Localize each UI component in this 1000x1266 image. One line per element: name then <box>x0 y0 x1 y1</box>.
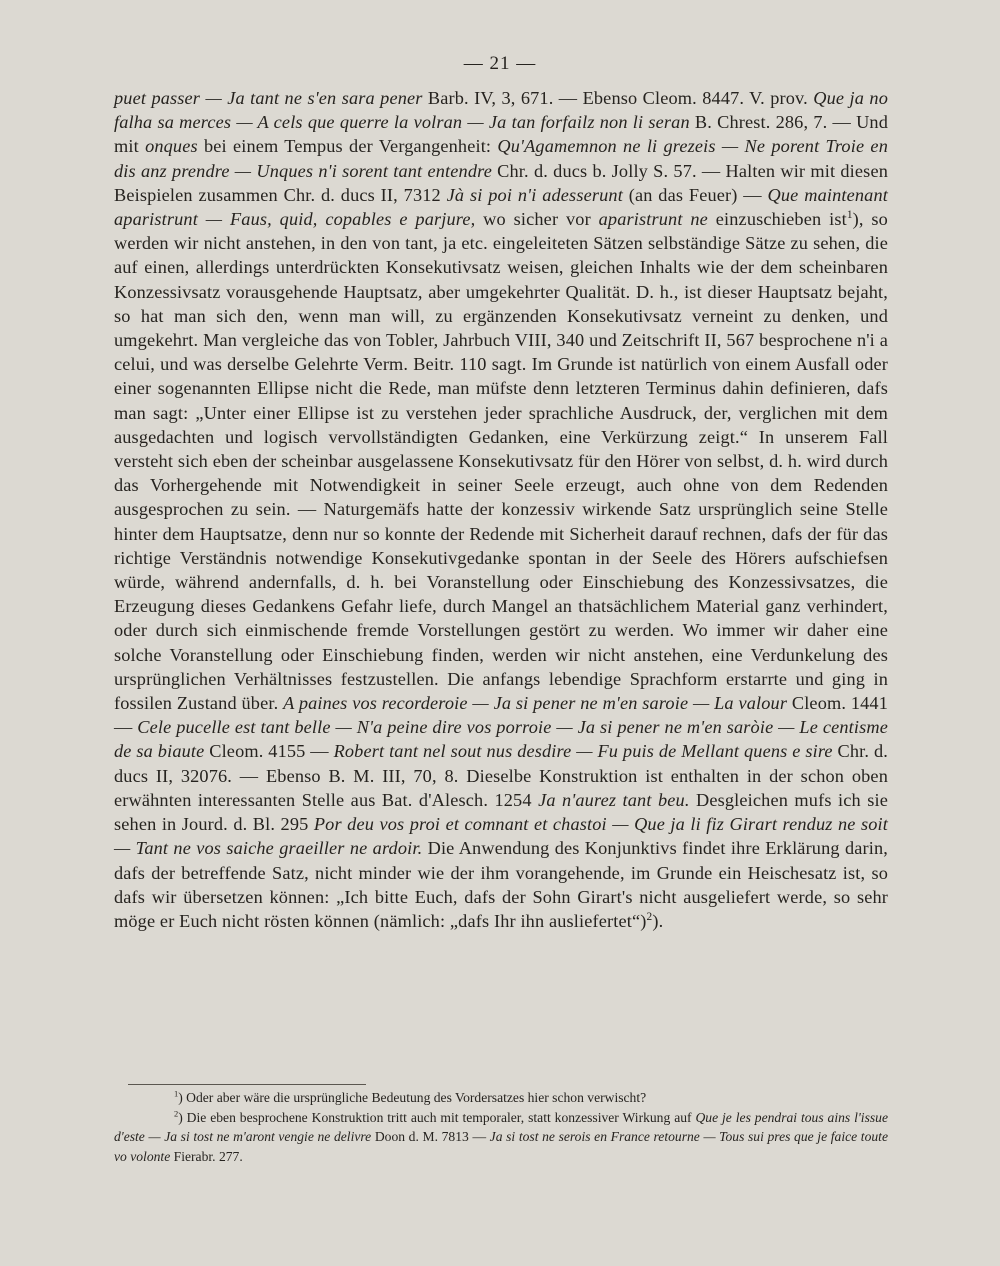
body-text-run: bei einem Tempus der Vergangenheit: <box>197 136 498 157</box>
body-text-run: einzuschieben ist <box>707 209 847 230</box>
body-text-run: wo sicher vor <box>475 209 599 230</box>
footnote-footnote-mark: 2 <box>174 1108 179 1119</box>
main-text <box>114 86 888 933</box>
footnote-2 <box>114 1108 888 1167</box>
body-text-run: Cleom. 1441 — <box>114 693 888 738</box>
body-italic-quote: puet passer — Ja tant ne s'en sara pener <box>114 88 423 108</box>
body-text-run: ), so werden wir nicht anstehen, in den von tant, ja etc. eingeleiteten Sätzen selbständige Sätze zu sehen, die auf einen, allerdings unterdrückten Konsekutivsatz weisen, gleichen Inhalts wie der dem scheinbaren Konzessivsatz vorausgehende Hauptsatz, aber umgekehrter Qualität. D. h., ist dieser Hauptsatz bejaht, so hat man sich den, wenn man will, zu ergänzenden Konsekutivsatz verneint zu denken, und umgekehrt. Man vergleiche das von Tobler, Jahrbuch VIII, 340 und Zeitschrift II, 567 besprochene n'i a celui, und was derselbe Gelehrte Verm. Beitr. 110 sagt. Im Grunde ist natürlich von einem Ausfall oder einer sogenannten Ellipse nicht die Rede, man müfste denn letzteren Terminus dahin definieren, dafs man sagt: „Unter einer Ellipse ist zu verstehen jeder sprachliche Ausdruck, der, verglichen mit dem ausgedachten und logisch vervollständigten Gedanken, eine Verkürzung zeigt.“ In unserem Fall versteht sich eben der scheinbar ausgelassene Konsekutivsatz für den Hörer von selbst, d. h. wird durch das Vorhergehende mit Notwendigkeit in seiner Seele erzeugt, auch ohne von dem Redenden ausgesprochen zu sein. — Naturgemäfs hatte der konzessiv wirkende Satz ursprünglich seine Stelle hinter dem Hauptsatze, denn nur so konnte der Redende mit Sicherheit darauf rechnen, dafs der für das richtige Verständnis notwendige Konsekutivgedanke spontan in der Seele des Hörers aufschiefsen würde, während andernfalls, d. h. bei Voranstellung oder Einschiebung des Konzessivsatzes, die Erzeugung dieses Gedankens Gefahr liefe, durch Mangel an thatsächlichem Material ganz verhindert, oder durch sich einmischende fremde Vorstellungen gestört zu werden. Wo immer wir daher eine solche Voranstellung oder Einschiebung finden, werden wir nicht anstehen, eine Verdunkelung des ursprünglichen Verhältnisses festzustellen. Die anfangs lebendige Sprachform erstarrte und ging in fossilen Zustand über. <box>114 209 888 714</box>
body-footnote-mark: 1 <box>846 208 853 221</box>
body-italic-quote: aparistrunt ne <box>598 209 708 230</box>
body-italic-quote: Cele pucelle est tant belle — N'a peine dire vos porroie — Ja si pener ne m'en saròie — Le centisme de sa biaute <box>114 717 888 762</box>
body-text-run: Chr. d. ducs II, 32076. — Ebenso B. M. III, 70, 8. Dieselbe Konstruktion ist enthalten in der schon oben erwähnten interessanten Stelle aus Bat. d'Alesch. 1254 <box>114 741 888 810</box>
body-text-run: Desgleichen mufs ich sie sehen in Jourd. d. Bl. 295 <box>114 789 888 835</box>
body-italic-quote: Qu'Agamemnon ne li grezeis — Ne porent Troie en dis anz prendre — Unques n'i sorent tant entendre <box>114 136 888 181</box>
body-italic-quote: Que ja no falha sa merces — A cels que querre la volran — Ja tan forfailz non li seran <box>114 88 888 133</box>
body-text-run: (an das Feuer) — <box>622 184 768 205</box>
body-text-run: Die Anwendung des Konjunktivs findet ihre Erklärung darin, dafs der betreffende Satz, nicht minder wie der ihm vorangehende, im Grunde ein Heischesatz ist, so dafs wir übersetzen können: „Ich bitte Euch, dafs der Sohn Girart's nicht ausgeliefert werde, so sehr möge er Euch nicht rösten können (nämlich: „dafs Ihr ihn ausliefertet“) <box>114 838 888 931</box>
body-footnote-mark: 2 <box>646 910 653 923</box>
body-italic-quote: A paines vos recorderoie — Ja si pener ne m'en saroie — La valour <box>283 693 788 714</box>
body-italic-quote: Que maintenant aparistrunt — Faus, quid, copables e parjure, <box>114 184 888 230</box>
body-text-run: Barb. IV, 3, 671. — Ebenso Cleom. 8447. V. prov. <box>422 88 814 108</box>
footnote-separator <box>128 1084 366 1085</box>
body-text-run: B. Chrest. 286, 7. — Und mit <box>114 112 889 157</box>
body-text-run: ). <box>652 910 664 931</box>
body-italic-quote: Ja n'aurez tant beu. <box>538 789 690 810</box>
body-text-run: Cleom. 4155 — <box>204 741 334 762</box>
body-italic-quote: Por deu vos proi et comnant et chastoi — Que ja li fiz Girart renduz ne soit — Tant ne vos saiche graeiller ne ardoir. <box>114 814 888 859</box>
body-italic-quote: Jà si poi n'i adesserunt <box>446 184 623 205</box>
footnote-italic-quote: Ja si tost ne serois en France retourne — Tous sui pres que je faice toute vo volonte <box>114 1129 888 1164</box>
body-italic-quote: onques <box>145 136 198 157</box>
body-italic-quote: Robert tant nel sout nus desdire — Fu puis de Mellant quens e sire <box>333 741 833 762</box>
footnote-text-run: ) Die eben besprochene Konstruktion tritt auch mit temporaler, statt konzessiver Wirkung auf <box>178 1109 696 1125</box>
body-text-run: Chr. d. ducs b. Jolly S. 57. — Halten wir mit diesen Beispielen zusammen Chr. d. ducs II, 7312 <box>114 160 888 205</box>
footnotes <box>114 1088 888 1166</box>
footnote-1 <box>114 1088 888 1108</box>
footnote-italic-quote: Que je les pendrai tous ains l'issue d'este — Ja si tost ne m'aront vengie ne delivre <box>114 1109 888 1145</box>
page-number: — 21 — <box>463 53 537 74</box>
footnote-footnote-mark: 1 <box>174 1088 179 1099</box>
footnote-text-run: Doon d. M. 7813 — <box>371 1129 490 1145</box>
footnote-text-run: ) Oder aber wäre die ursprüngliche Bedeutung des Vordersatzes hier schon verwischt? <box>178 1090 647 1105</box>
footnote-text-run: Fierabr. 277. <box>170 1148 243 1164</box>
